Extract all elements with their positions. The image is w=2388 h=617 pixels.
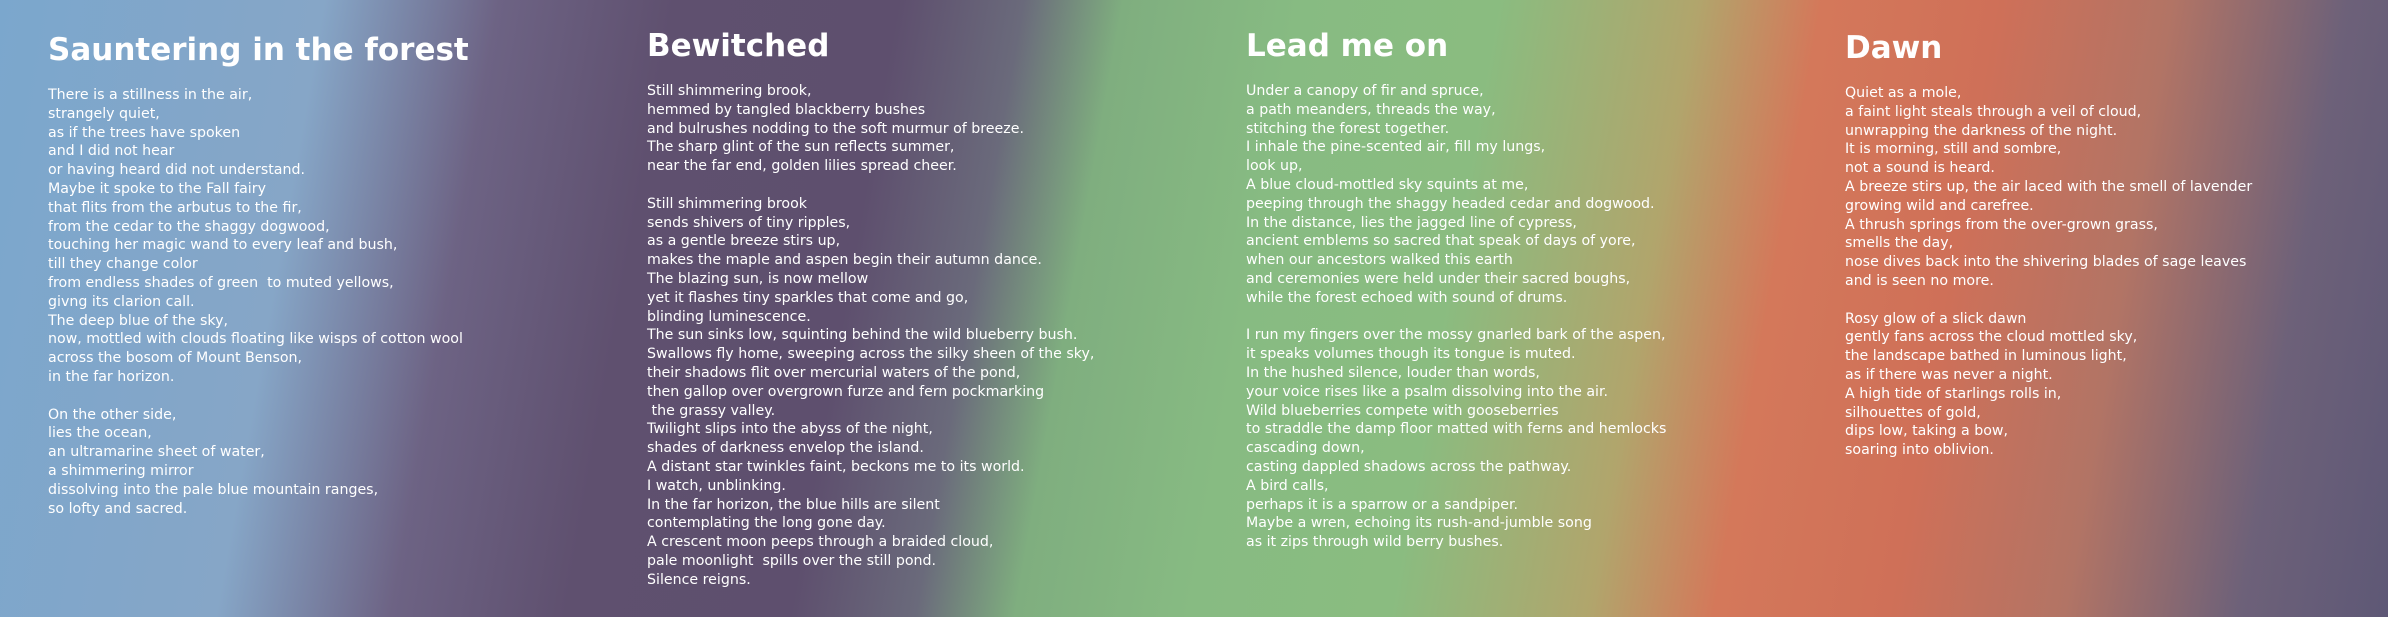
poem-line: while the forest echoed with sound of drums. — [1246, 289, 1568, 306]
poem-line: I run my fingers over the mossy gnarled bark of the aspen, — [1246, 327, 1666, 344]
poem-line: soaring into oblivion. — [1845, 442, 1994, 459]
stanza — [1246, 326, 1786, 552]
poem-line: Silence reigns. — [647, 571, 751, 588]
poem-line: across the bosom of Mount Benson, — [48, 350, 303, 367]
poem-line: Under a canopy of fir and spruce, — [1246, 83, 1484, 99]
poem-line: The sharp glint of the sun reflects summer, — [647, 139, 955, 156]
poem-line: A distant star twinkles faint, beckons me to its world. — [647, 458, 1025, 475]
poem-line: stitching the forest together. — [1246, 120, 1450, 137]
stanza — [1246, 82, 1786, 308]
poem-line: that flits from the arbutus to the fir, — [48, 199, 302, 216]
poem-line: A thrush springs from the over-grown grass, — [1845, 216, 2158, 233]
poem-line: a path meanders, threads the way, — [1246, 101, 1496, 118]
poem-line: touching her magic wand to every leaf and bush, — [48, 237, 398, 254]
poem-line: shades of darkness envelop the island. — [647, 440, 924, 457]
poem-line: yet it flashes tiny sparkles that come and go, — [647, 289, 969, 306]
poem-line: unwrapping the darkness of the night. — [1845, 122, 2118, 139]
poem-line: the grassy valley. — [647, 402, 776, 419]
poem-line: as if the trees have spoken — [48, 124, 241, 141]
stanza — [647, 82, 1187, 176]
poem-line: A high tide of starlings rolls in, — [1845, 385, 2062, 402]
poem-line: givng its clarion call. — [48, 293, 195, 310]
poem-line: hemmed by tangled blackberry bushes — [647, 101, 926, 118]
poem-line: dissolving into the pale blue mountain ranges, — [48, 481, 379, 498]
poem-line: the landscape bathed in luminous light, — [1845, 348, 2127, 365]
poem-line: The sun sinks low, squinting behind the wild blueberry bush. — [647, 327, 1078, 344]
poem-line: A breeze stirs up, the air laced with the smell of lavender — [1845, 178, 2253, 195]
poem-line: their shadows flit over mercurial waters of the pond, — [647, 364, 1021, 381]
poem-line: The deep blue of the sky, — [48, 312, 229, 329]
poem-line: cascading down, — [1246, 440, 1365, 457]
poem-line: as if there was never a night. — [1845, 366, 2053, 383]
poem-line: near the far end, golden lilies spread cheer. — [647, 158, 957, 175]
poem-line: an ultramarine sheet of water, — [48, 444, 265, 461]
poem-title: Sauntering in the forest — [48, 32, 469, 68]
stanza — [48, 406, 588, 519]
poem-line: strangely quiet, — [48, 105, 160, 122]
poem-line: Twilight slips into the abyss of the night, — [647, 421, 933, 438]
poem-line: It is morning, still and sombre, — [1845, 141, 2062, 158]
poem-line: from the cedar to the shaggy dogwood, — [48, 218, 330, 235]
poem-line: A crescent moon peeps through a braided cloud, — [647, 534, 994, 551]
poem-line: in the far horizon. — [48, 368, 175, 385]
poem-line: from endless shades of green to muted yellows, — [48, 274, 394, 291]
poem-line: dips low, taking a bow, — [1845, 423, 2009, 440]
poem-line: nose dives back into the shivering blades of sage leaves — [1845, 254, 2247, 271]
poem-line: contemplating the long gone day. — [647, 515, 886, 532]
poem-line: I inhale the pine-scented air, fill my lungs, — [1246, 139, 1546, 156]
stanza — [1845, 84, 2385, 291]
poem-title: Lead me on — [1246, 28, 1449, 64]
poem-line: A blue cloud-mottled sky squints at me, — [1246, 176, 1529, 193]
poem-line: it speaks volumes though its tongue is muted. — [1246, 346, 1576, 363]
poem-line: and is seen no more. — [1845, 272, 1994, 289]
poem-line: Swallows fly home, sweeping across the silky sheen of the sky, — [647, 346, 1095, 363]
poem-line: gently fans across the cloud mottled sky, — [1845, 329, 2138, 346]
poem-line: Wild blueberries compete with gooseberries — [1246, 402, 1559, 419]
poem-line: not a sound is heard. — [1845, 160, 1995, 177]
poem-line: till they change color — [48, 256, 198, 273]
poem-line: growing wild and carefree. — [1845, 197, 2034, 214]
poem-line: A bird calls, — [1246, 477, 1329, 494]
poem-line: Maybe it spoke to the Fall fairy — [48, 180, 266, 197]
poem-line: Still shimmering brook, — [647, 83, 812, 99]
poem-line: In the far horizon, the blue hills are silent — [647, 496, 940, 513]
poem-line: In the hushed silence, louder than words, — [1246, 364, 1540, 381]
poem-line: makes the maple and aspen begin their autumn dance. — [647, 252, 1042, 269]
poem-line: then gallop over overgrown furze and fern pockmarking — [647, 383, 1045, 400]
poem-line: blinding luminescence. — [647, 308, 811, 325]
poem-title: Bewitched — [647, 28, 830, 64]
poem-line: when our ancestors walked this earth — [1246, 252, 1513, 269]
stanza — [48, 86, 588, 387]
poem-line: Quiet as a mole, — [1845, 85, 1962, 101]
poem-line: as a gentle breeze stirs up, — [647, 233, 841, 250]
poem-line: and I did not hear — [48, 143, 175, 160]
poem-line: Still shimmering brook — [647, 195, 807, 212]
poem-line: now, mottled with clouds floating like wisps of cotton wool — [48, 331, 463, 348]
poem-line: a faint light steals through a veil of cloud, — [1845, 103, 2142, 120]
poem-bewitched — [647, 26, 1187, 608]
poem-dawn — [1845, 28, 2385, 479]
poem-line: I watch, unblinking. — [647, 477, 786, 494]
poem-line: your voice rises like a psalm dissolving into the air. — [1246, 383, 1609, 400]
stanza — [1845, 310, 2385, 460]
poem-lead-me-on — [1246, 26, 1786, 571]
poem-line: On the other side, — [48, 406, 177, 423]
poem-line: The blazing sun, is now mellow — [647, 270, 869, 287]
poem-line: look up, — [1246, 158, 1303, 175]
poem-line: or having heard did not understand. — [48, 162, 305, 179]
poem-line: lies the ocean, — [48, 425, 152, 442]
poem-line: smells the day, — [1845, 235, 1954, 252]
poem-line: peeping through the shaggy headed cedar and dogwood. — [1246, 195, 1655, 212]
poem-line: to straddle the damp floor matted with ferns and hemlocks — [1246, 421, 1667, 438]
poem-line: ancient emblems so sacred that speak of days of yore, — [1246, 233, 1636, 250]
poem-line: pale moonlight spills over the still pond. — [647, 552, 937, 569]
poem-line: Maybe a wren, echoing its rush-and-jumble song — [1246, 515, 1592, 532]
poem-line: a shimmering mirror — [48, 462, 194, 479]
poem-line: as it zips through wild berry bushes. — [1246, 534, 1504, 551]
poem-line: so lofty and sacred. — [48, 500, 188, 517]
poem-sauntering-in-the-forest — [48, 30, 588, 537]
poem-line: sends shivers of tiny ripples, — [647, 214, 851, 231]
poem-line: In the distance, lies the jagged line of cypress, — [1246, 214, 1577, 231]
poem-line: perhaps it is a sparrow or a sandpiper. — [1246, 496, 1518, 513]
poem-line: casting dappled shadows across the pathway. — [1246, 458, 1572, 475]
poem-line: and bulrushes nodding to the soft murmur of breeze. — [647, 120, 1024, 137]
poem-line: Rosy glow of a slick dawn — [1845, 310, 2027, 327]
poem-line: and ceremonies were held under their sacred boughs, — [1246, 270, 1631, 287]
poem-line: There is a stillness in the air, — [48, 87, 253, 103]
poem-title: Dawn — [1845, 30, 1943, 66]
stanza — [647, 195, 1187, 590]
poem-line: silhouettes of gold, — [1845, 404, 1981, 421]
